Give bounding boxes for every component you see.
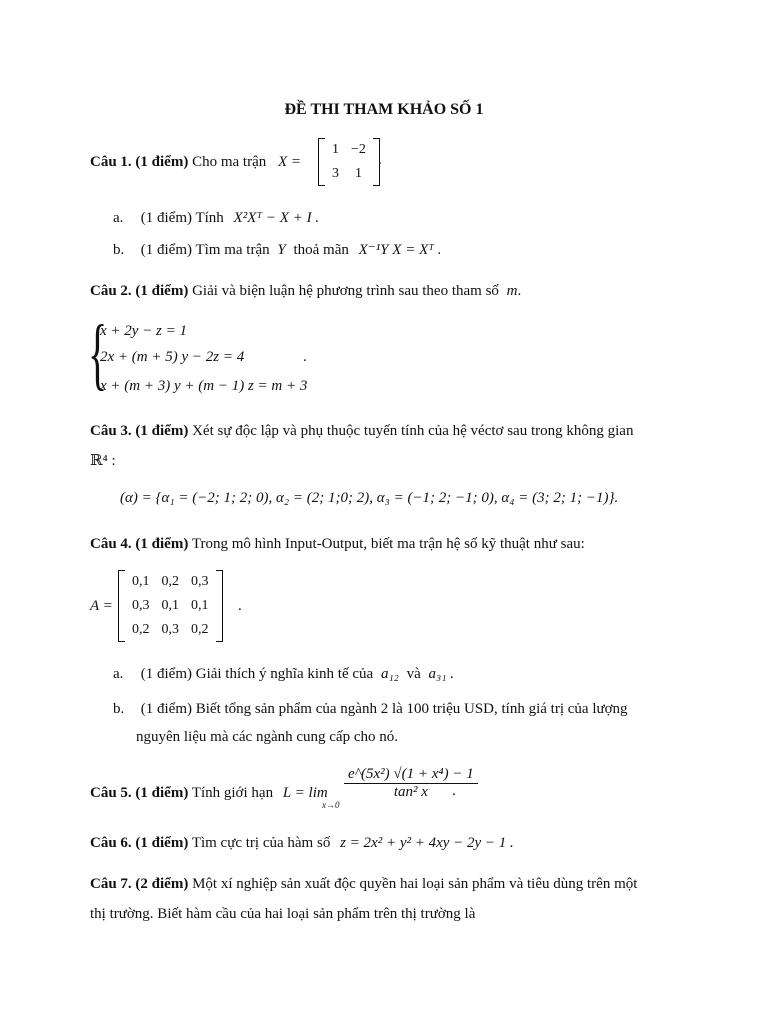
matrix-x-cell: 1 [354,166,362,181]
question-1b-label: b. [113,242,125,258]
question-1b-mid: thoả mãn [293,242,349,258]
function-expr: z = 2x² + y² + 4xy − 2y − 1 . [340,835,514,851]
matrix-a-end: . [238,598,242,614]
vector-system: (α) = {α₁ = (−2; 1; 2; 0), α₂ = (2; 1;0; 2), α₃ = (−1; 2; −1; 0), α₄ = (3; 2; 1; −1)}. [120,490,619,506]
matrix-a-cell: 0,3 [161,622,179,637]
question-4b-text: (1 điểm) Biết tổng sản phẩm của ngành 2 là 100 triệu USD, tính giá trị của lượng [140,701,628,717]
question-3-text: Xét sự độc lập và phụ thuộc tuyến tính của hệ véctơ sau trong không gian [192,423,634,439]
matrix-a-cell: 0,3 [191,574,209,589]
question-7-heading: Câu 7. (2 điểm) [90,876,189,892]
space-r4: ℝ⁴ : [90,453,116,469]
question-4a-label: a. [113,666,124,682]
matrix-a-label: A = [90,598,113,614]
question-6-heading: Câu 6. (1 điểm) [90,835,189,851]
question-2-end: . [517,283,522,299]
question-1a-text: (1 điểm) Tính [140,210,224,226]
question-1-text: Cho ma trận [192,154,267,170]
question-6 [90,833,514,853]
matrix-a-cell: 0,2 [191,622,209,637]
question-1b-var: Y [277,242,286,258]
system-brace: { [88,310,108,398]
limit-end: . [452,783,456,799]
limit-subscript: x→0 [322,800,340,810]
question-2 [90,281,521,301]
matrix-a-cell: 0,1 [191,598,209,613]
limit-denominator: tan² x [393,784,428,800]
question-5-heading: Câu 5. (1 điểm) [90,785,189,801]
question-1b-text: (1 điểm) Tìm ma trận [140,242,270,258]
question-2-text: Giải và biện luận hệ phương trình sau theo tham số [192,283,499,299]
matrix-a-cell: 0,2 [161,574,179,589]
matrix-a-cell: 0,3 [132,598,150,613]
system-equation: x + (m + 3) y + (m − 1) z = m + 3 [100,378,308,394]
question-1a-label: a. [113,210,124,226]
matrix-x-cell: 1 [332,142,339,157]
question-3-heading: Câu 3. (1 điểm) [90,423,189,439]
question-1 [90,152,301,172]
question-3 [90,421,633,441]
matrix-a [118,570,223,642]
matrix-x-label: X = [277,154,302,170]
question-4b-label: b. [113,701,125,717]
limit-lhs: L = lim [282,785,328,801]
question-4a-var2: a₃₁ . [428,666,454,682]
question-6-text: Tìm cực trị của hàm số [191,835,331,851]
system-equation: x + 2y − z = 1 [100,323,188,339]
question-7-text: Một xí nghiệp sản xuất độc quyền hai loại sản phẩm và tiêu dùng trên một [192,876,638,892]
matrix-x [318,138,380,186]
question-4-heading: Câu 4. (1 điểm) [90,536,189,552]
page-title: ĐỀ THI THAM KHẢO SỐ 1 [284,101,484,118]
question-2-heading: Câu 2. (1 điểm) [90,283,189,299]
question-1-heading: Câu 1. (1 điểm) [90,154,189,170]
system-end: . [303,349,307,365]
question-1a [113,208,319,228]
question-4a-text: (1 điểm) Giải thích ý nghĩa kinh tế của [140,666,374,682]
question-1a-expr: X²Xᵀ − X + I . [233,210,320,226]
question-1b [113,240,442,260]
question-7 [90,874,637,894]
question-5-text: Tính giới hạn [191,785,274,801]
question-4-text: Trong mô hình Input-Output, biết ma trận hệ số kỹ thuật như sau: [191,536,585,552]
matrix-x-end: . [378,152,382,168]
limit-numerator: e^(5x²) √(1 + x⁴) − 1 [344,766,478,784]
question-2-param: m [506,283,518,299]
matrix-x-cell: −2 [351,142,366,157]
question-5 [90,783,328,803]
question-4 [90,534,585,554]
system-equation: 2x + (m + 5) y − 2z = 4 [100,349,245,365]
question-7-text-line2: thị trường. Biết hàm cầu của hai loại sản phẩm trên thị trường là [90,906,476,922]
question-4a [113,664,454,684]
matrix-a-cell: 0,1 [161,598,179,613]
matrix-a-cell: 0,1 [132,574,150,589]
question-4a-mid: và [406,666,421,682]
question-4b [113,699,628,719]
question-1b-expr: X⁻¹Y X = Xᵀ . [358,242,442,258]
question-4a-var1: a₁₂ [380,666,399,682]
matrix-a-cell: 0,2 [132,622,150,637]
matrix-x-cell: 3 [332,166,339,181]
question-4b-text-line2: nguyên liệu mà các ngành cung cấp cho nó. [136,729,398,745]
limit-fraction [344,766,478,801]
